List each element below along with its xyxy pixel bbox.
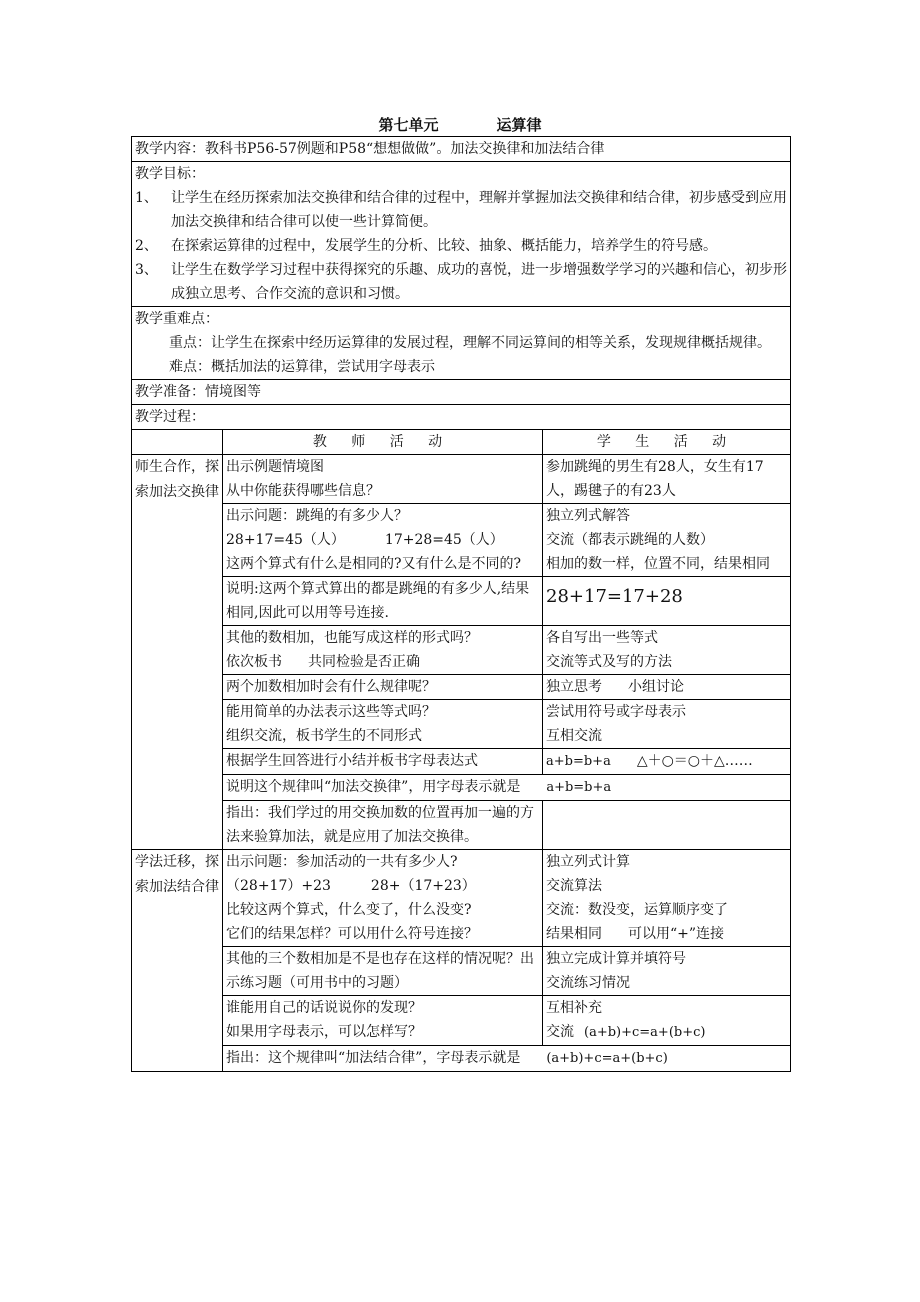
column-header-row [132, 430, 791, 455]
student-line: 交流算法 [546, 878, 602, 894]
goal-text: 让学生在数学学习过程中获得探究的乐趣、成功的喜悦，进一步增强数学学习的兴趣和信心，初步形成独立思考、合作交流的意识和习惯。 [171, 262, 787, 302]
teacher-line: 根据学生回答进行小结并板书字母表达式 [226, 753, 478, 769]
unit-label: 第七单元 [378, 116, 439, 134]
table-row [132, 947, 791, 996]
prep-text: 情境图等 [205, 384, 261, 400]
page-title [0, 114, 920, 135]
student-header: 学 生 活 动 [543, 430, 791, 455]
process-label: 教学过程： [135, 409, 205, 425]
teacher-line: 说明:这两个算式算出的都是跳绳的有多少人,结果相同,因此可以用等号连接. [226, 581, 530, 621]
student-line: 独立完成计算并填符号 [546, 951, 686, 967]
law-text: 指出：这个规律叫“加法结合律”，字母表示就是 [226, 1050, 521, 1066]
teacher-line: 比较这两个算式，什么变了，什么没变? [226, 902, 472, 918]
table-row [132, 749, 791, 775]
goal-text: 在探索运算律的过程中，发展学生的分析、比较、抽象、概括能力，培养学生的符号感。 [171, 238, 717, 254]
student-line: 参加跳绳的男生有28人，女生有17人，踢毽子的有23人 [546, 459, 764, 499]
keypoints-row [132, 307, 791, 380]
law-formula: (a+b)+c=a+(b+c) [546, 1051, 668, 1066]
teacher-line: 依次板书 [226, 654, 282, 670]
student-line: 交流练习情况 [546, 975, 630, 991]
table-row [132, 801, 791, 850]
teacher-line: 这两个算式有什么是相同的?又有什么是不同的? [226, 556, 522, 572]
goal-number: 2、 [135, 238, 158, 254]
goal-item [135, 234, 787, 258]
table-row [132, 996, 791, 1046]
student-line: 独立列式计算 [546, 854, 630, 870]
teacher-line: 组织交流，板书学生的不同形式 [226, 728, 422, 744]
hard-point: 难点：概括加法的运算律，尝试用字母表示 [169, 359, 435, 375]
content-row [132, 137, 791, 162]
student-line: 互相补充 [546, 1000, 602, 1016]
table-row [132, 455, 791, 504]
student-line: 相加的数一样，位置不同，结果相同 [546, 556, 770, 572]
student-line: 交流：数没变，运算顺序变了 [546, 902, 728, 918]
goal-number: 3、 [135, 262, 158, 278]
teacher-line: 谁能用自己的话说说你的发现？ [226, 1000, 422, 1016]
equation: 28+17=17+28 [546, 586, 683, 607]
student-line: 互相交流 [546, 728, 602, 744]
content-text: 教科书P56-57例题和P58“想想做做”。加法交换律和加法结合律 [205, 141, 605, 157]
table-row [132, 850, 791, 947]
teacher-line: 共同检验是否正确 [308, 654, 420, 670]
student-line: 尝试用符号或字母表示 [546, 704, 686, 720]
section-name: 师生合作，探索加法交换律 [132, 455, 223, 850]
goal-item [135, 186, 787, 234]
goal-text: 让学生在经历探索加法交换律和结合律的过程中，理解并掌握加法交换律和结合律，初步感受到应用加法交换律和结合律可以使一些计算简便。 [171, 190, 787, 230]
teacher-note: 指出：我们学过的用交换加数的位置再加一遍的方法来验算加法，就是应用了加法交换律。 [226, 805, 534, 845]
empty-cell [543, 801, 791, 850]
header-blank [132, 430, 223, 455]
keypoints-label: 教学重难点： [135, 311, 219, 327]
lesson-plan-table [131, 136, 791, 1072]
table-row [132, 775, 791, 801]
teacher-line: 它们的结果怎样？可以用什么符号连接？ [226, 926, 478, 942]
formula: (a+b)+c=a+(b+c) [584, 1025, 706, 1040]
student-line: 独立思考 [546, 679, 602, 695]
table-row [132, 626, 791, 675]
table-row [132, 504, 791, 577]
key-point: 重点：让学生在探索中经历运算律的发展过程，理解不同运算间的相等关系，发现规律概括规律。 [169, 335, 771, 351]
student-line: 可以用“+”连接 [628, 926, 725, 942]
table-row [132, 675, 791, 700]
student-line: 交流（都表示跳绳的人数） [546, 532, 714, 548]
teacher-line: 如果用字母表示，可以怎样写？ [226, 1024, 422, 1040]
law-text: 说明这个规律叫“加法交换律”，用字母表示就是 [226, 779, 521, 795]
teacher-line: 28+（17+23） [370, 878, 476, 894]
teacher-line: 出示问题：参加活动的一共有多少人? [226, 854, 458, 870]
process-row [132, 405, 791, 430]
table-row [132, 1046, 791, 1072]
teacher-line: 出示问题：跳绳的有多少人？ [226, 508, 408, 524]
teacher-line: 能用简单的办法表示这些等式吗？ [226, 704, 436, 720]
student-line: 各自写出一些等式 [546, 630, 658, 646]
section-name: 学法迁移，探索加法结合律 [132, 850, 223, 1072]
student-line: 结果相同 [546, 926, 602, 942]
prep-label: 教学准备： [135, 384, 205, 400]
teacher-line: （28+17）+23 [226, 878, 331, 894]
student-line: 交流等式及写的方法 [546, 654, 672, 670]
teacher-line: 出示例题情境图 [226, 459, 324, 475]
student-line: 小组讨论 [628, 679, 684, 695]
goals-label: 教学目标： [135, 166, 205, 182]
teacher-line: 两个加数相加时会有什么规律呢？ [226, 679, 436, 695]
table-row [132, 577, 791, 626]
topic-label: 运算律 [496, 116, 542, 134]
content-label: 教学内容： [135, 141, 205, 157]
symbol-formula: △＋○＝○＋△…… [636, 753, 753, 769]
goals-row [132, 162, 791, 307]
teacher-line: 从中你能获得哪些信息？ [226, 483, 380, 499]
law-formula: a+b=b+a [546, 780, 612, 795]
formula: a+b=b+a [546, 754, 611, 769]
teacher-line: 28+17=45（人） [226, 532, 345, 548]
goal-item [135, 258, 787, 306]
teacher-line: 其他的三个数相加是不是也存在这样的情况呢？出示练习题（可用书中的习题） [226, 951, 534, 991]
teacher-line: 其他的数相加，也能写成这样的形式吗？ [226, 630, 478, 646]
teacher-line: 17+28=45（人） [384, 532, 504, 548]
goal-number: 1、 [135, 190, 158, 206]
student-line: 独立列式解答 [546, 508, 630, 524]
prep-row [132, 380, 791, 405]
table-row [132, 700, 791, 749]
teacher-header: 教 师 活 动 [223, 430, 543, 455]
student-line: 交流 [546, 1024, 574, 1040]
